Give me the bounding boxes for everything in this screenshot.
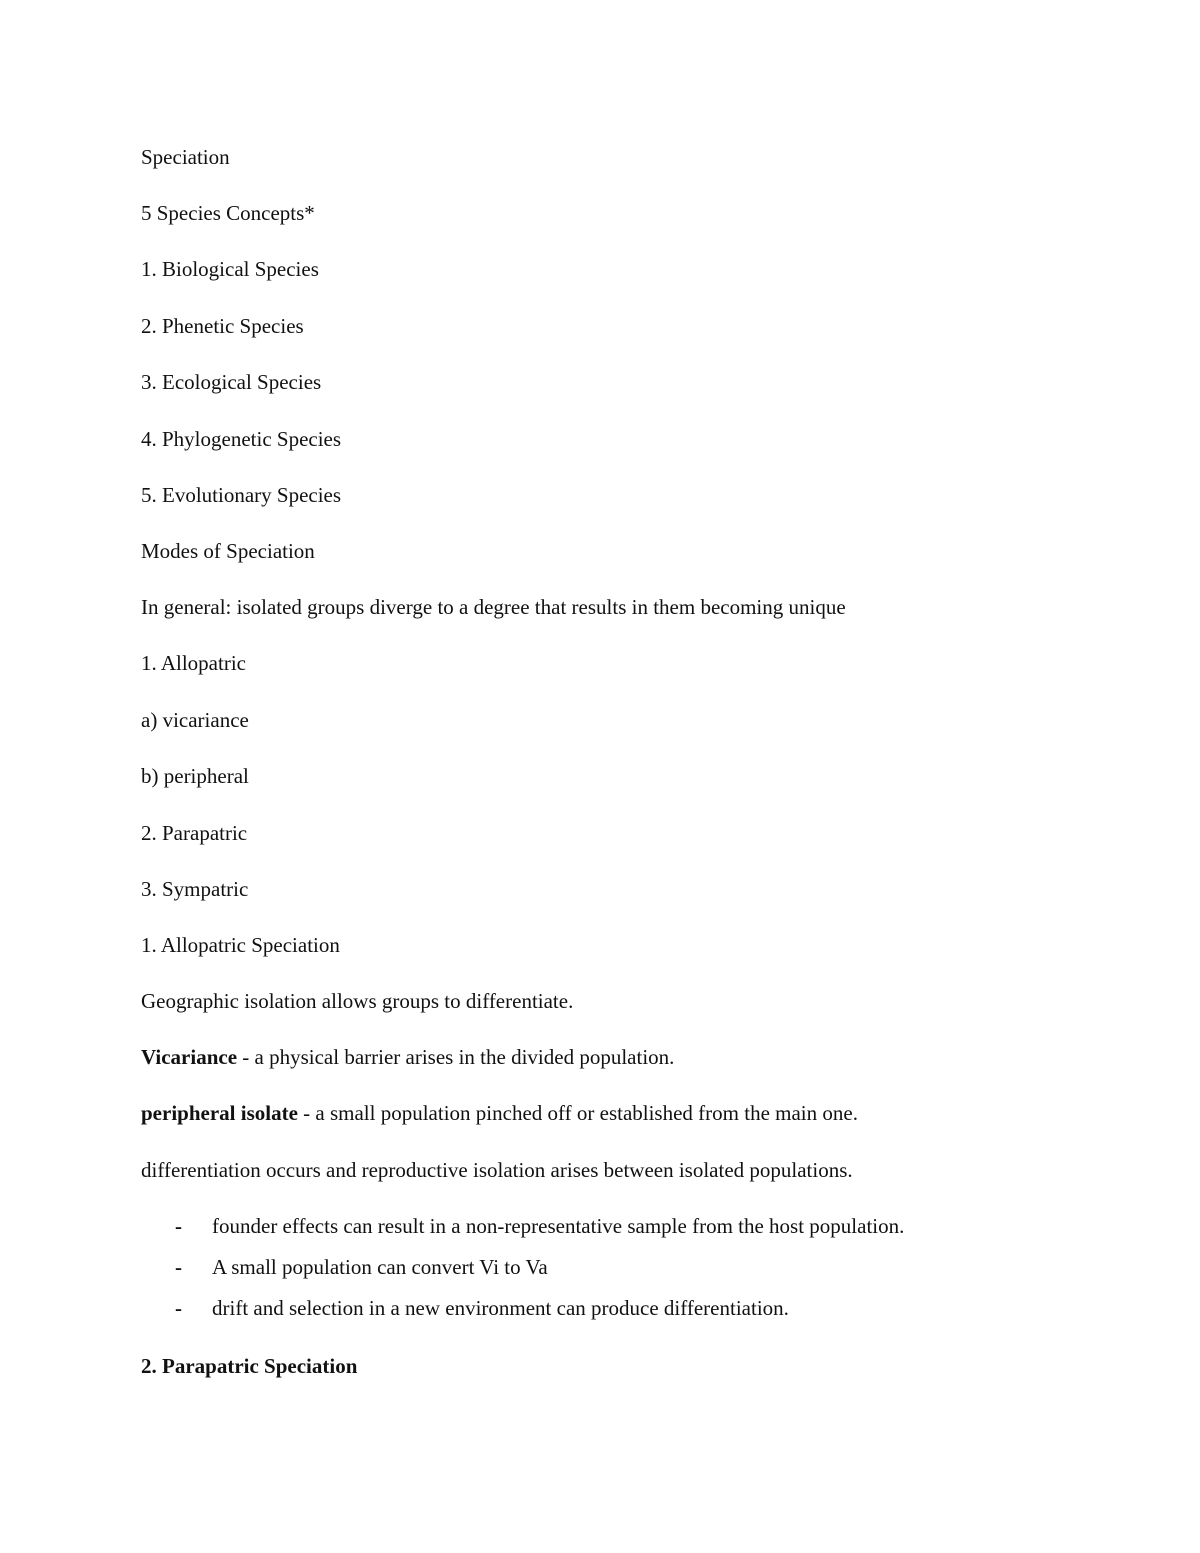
concept-item: 3. Ecological Species xyxy=(141,370,322,394)
document-title: Speciation xyxy=(141,145,230,169)
bullet-text: drift and selection in a new environment can produce differentiation. xyxy=(212,1296,789,1320)
vicariance-def-text: - a physical barrier arises in the divided population. xyxy=(237,1045,675,1069)
differentiation-text: differentiation occurs and reproductive isolation arises between isolated populations. xyxy=(141,1158,853,1182)
concept-item: 5. Evolutionary Species xyxy=(141,483,342,507)
concepts-heading: 5 Species Concepts* xyxy=(141,201,315,225)
mode-item: 3. Sympatric xyxy=(141,877,249,901)
peripheral-isolate-term: peripheral isolate xyxy=(141,1101,298,1125)
bullet-dash: - xyxy=(175,1214,182,1238)
mode-item: 2. Parapatric xyxy=(141,821,248,845)
concept-item: 4. Phylogenetic Species xyxy=(141,427,342,451)
modes-heading: Modes of Speciation xyxy=(141,539,315,563)
vicariance-definition xyxy=(141,1045,674,1069)
bullet-dash: - xyxy=(175,1255,182,1279)
modes-general-text: In general: isolated groups diverge to a degree that results in them becoming unique xyxy=(141,595,846,619)
parapatric-heading: 2. Parapatric Speciation xyxy=(141,1354,358,1378)
vicariance-term: Vicariance xyxy=(141,1045,238,1069)
allopatric-heading: 1. Allopatric Speciation xyxy=(141,933,340,957)
concept-item: 1. Biological Species xyxy=(141,257,319,281)
peripheral-def-text: - a small population pinched off or established from the main one. xyxy=(297,1101,858,1125)
geographic-isolation-text: Geographic isolation allows groups to differentiate. xyxy=(141,989,574,1013)
bullet-text: A small population can convert Vi to Va xyxy=(212,1255,548,1279)
concept-item: 2. Phenetic Species xyxy=(141,314,304,338)
mode-item: 1. Allopatric xyxy=(141,651,246,675)
bullet-dash: - xyxy=(175,1296,182,1320)
peripheral-isolate-definition xyxy=(141,1101,858,1125)
mode-item: a) vicariance xyxy=(141,708,249,732)
bullet-text: founder effects can result in a non-representative sample from the host population. xyxy=(212,1214,905,1238)
mode-item: b) peripheral xyxy=(141,764,249,788)
